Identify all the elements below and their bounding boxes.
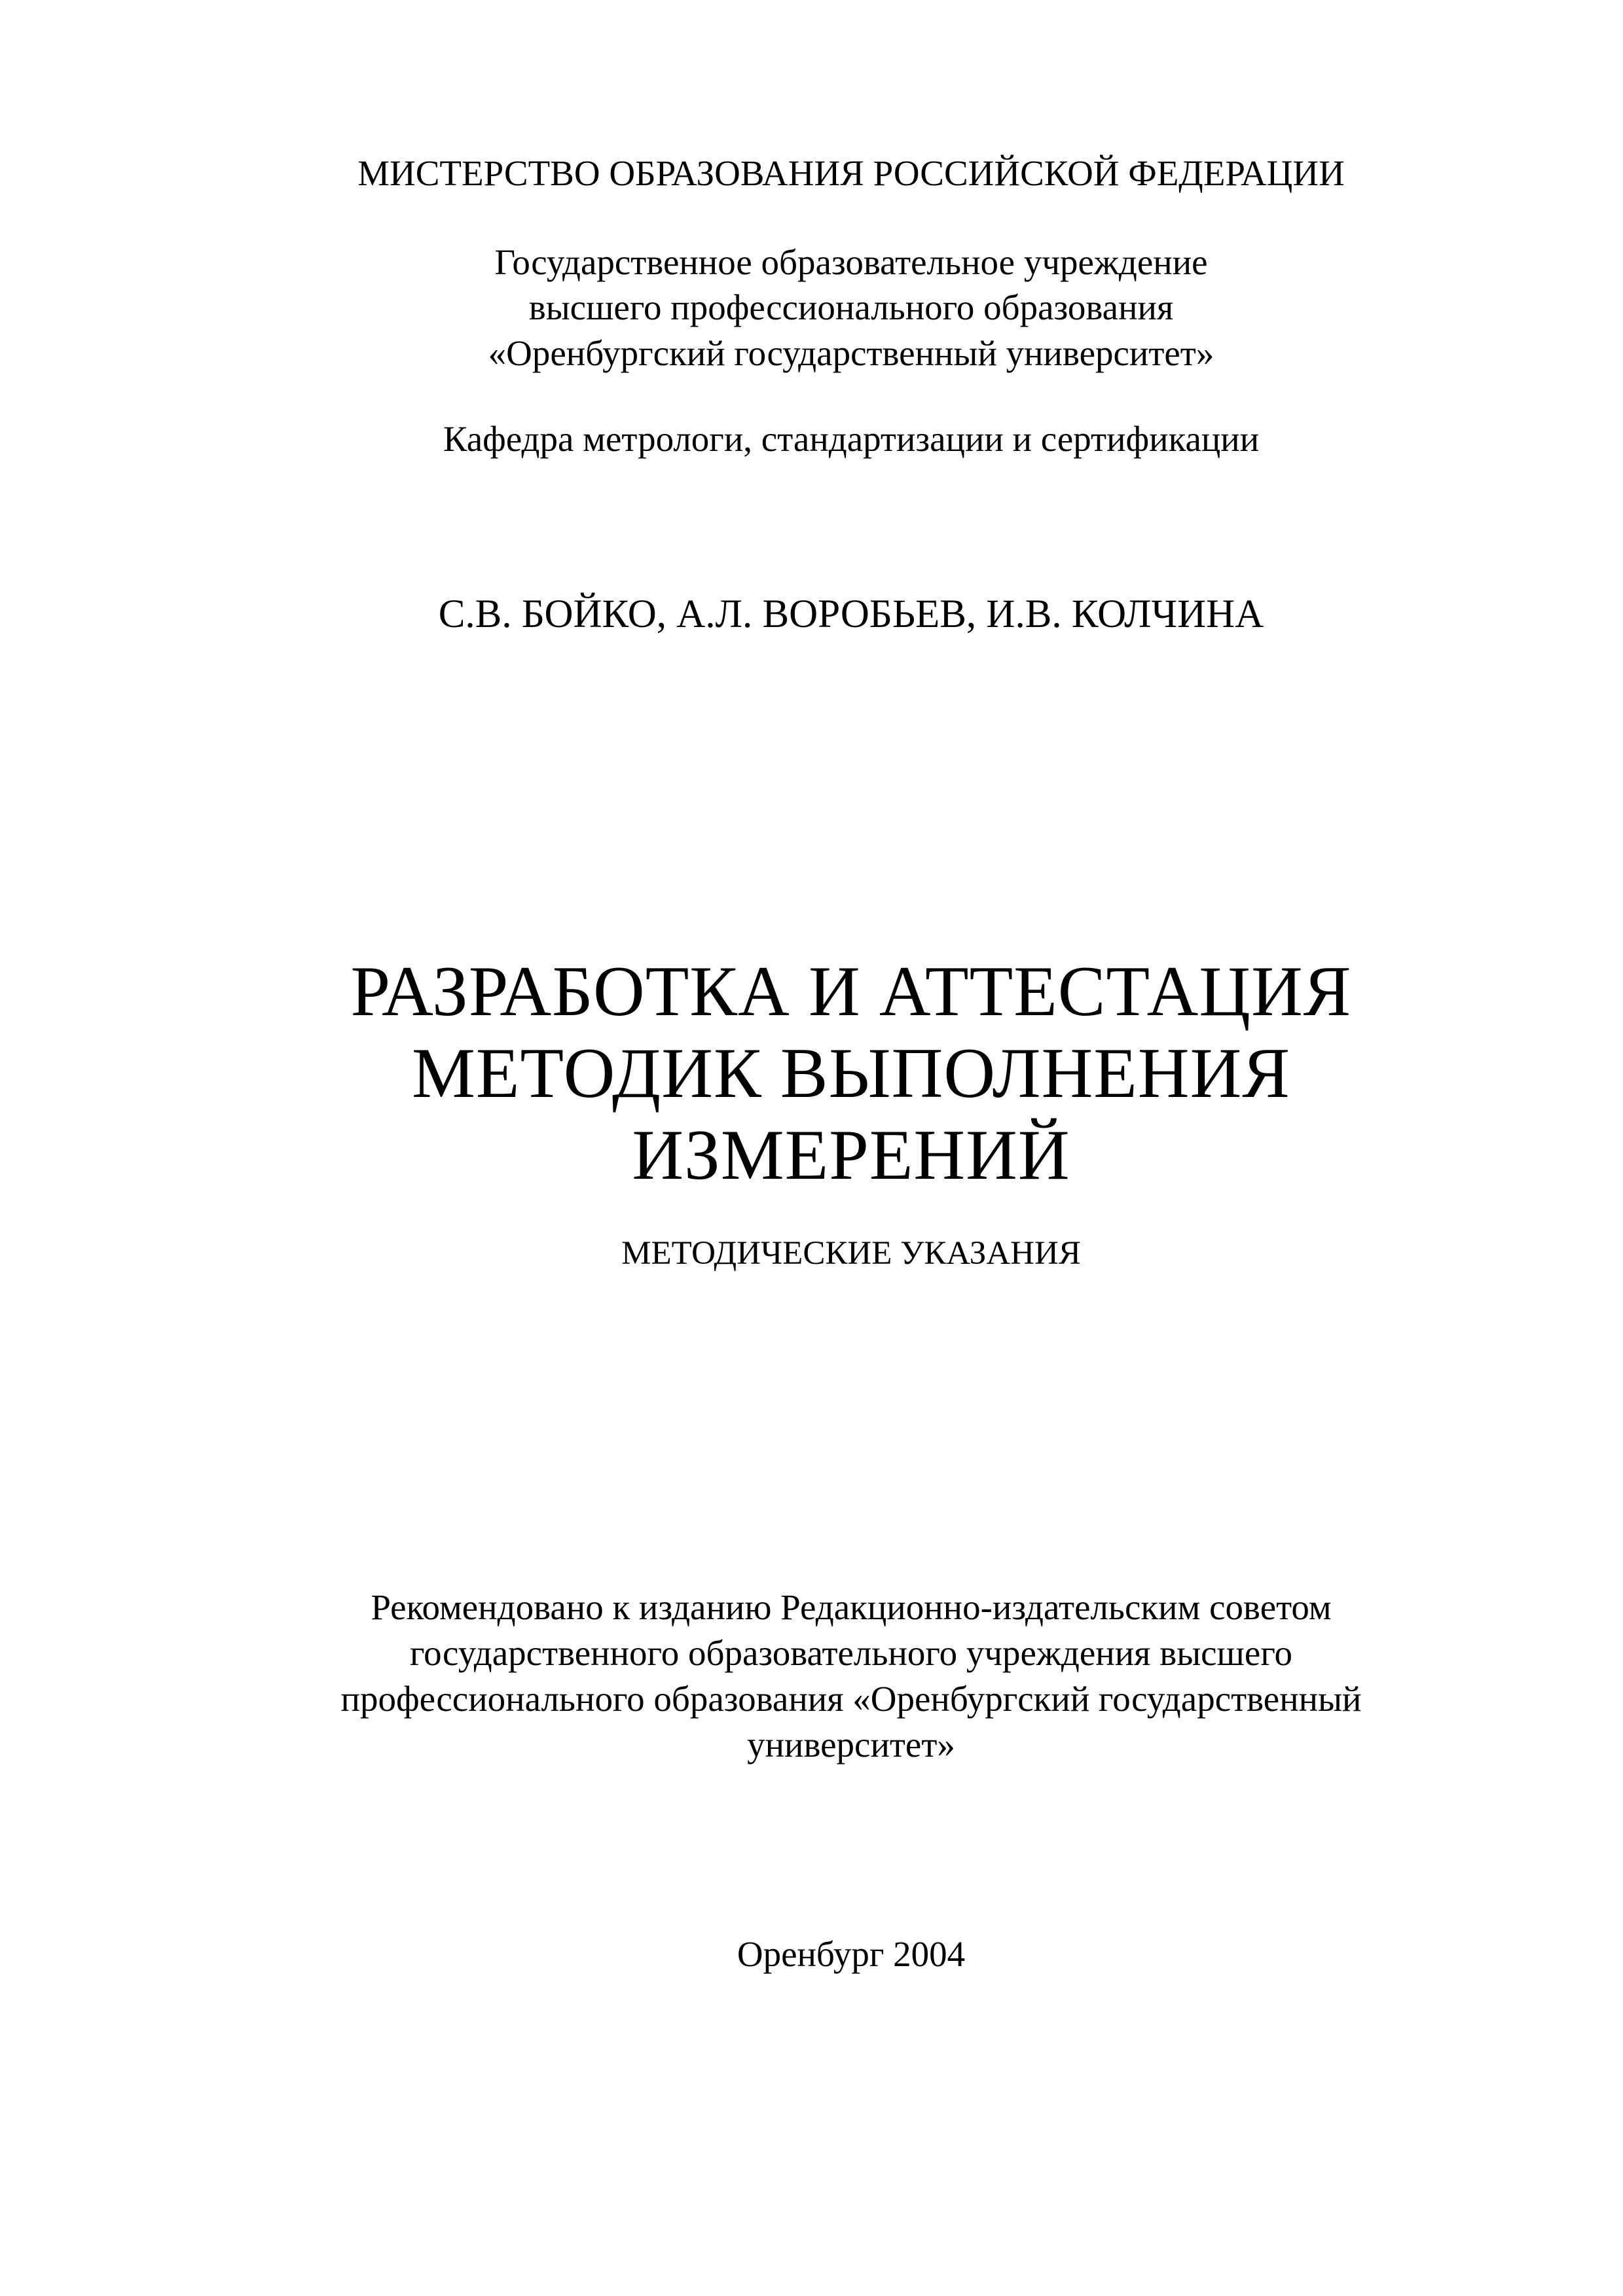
title-line-2: МЕТОДИК ВЫПОЛНЕНИЯ bbox=[411, 1033, 1291, 1113]
department-name: Кафедра метрологи, стандартизации и сертификации bbox=[443, 419, 1260, 459]
recommendation-line-1: Рекомендовано к изданию Редакционно-издательским советом bbox=[371, 1587, 1332, 1627]
institution-line-1: Государственное образовательное учреждение bbox=[494, 242, 1208, 282]
title-line-3: ИЗМЕРЕНИЙ bbox=[632, 1115, 1070, 1194]
authors: С.В. БОЙКО, А.Л. ВОРОБЬЕВ, И.В. КОЛЧИНА bbox=[438, 592, 1264, 636]
ministry-heading: МИСТЕРСТВО ОБРАЗОВАНИЯ РОССИЙСКОЙ ФЕДЕРАЦИИ bbox=[357, 153, 1345, 193]
recommendation-line-4: университет» bbox=[747, 1725, 955, 1765]
institution-line-2: высшего профессионального образования bbox=[528, 287, 1174, 327]
recommendation-line-3: профессионального образования «Оренбургский государственный bbox=[340, 1679, 1362, 1719]
imprint-city-year: Оренбург 2004 bbox=[737, 1934, 966, 1974]
document-subtitle: МЕТОДИЧЕСКИЕ УКАЗАНИЯ bbox=[621, 1235, 1081, 1272]
title-line-1: РАЗРАБОТКА И АТТЕСТАЦИЯ bbox=[350, 952, 1352, 1031]
recommendation-line-2: государственного образовательного учреждения высшего bbox=[409, 1633, 1293, 1673]
institution-line-3: «Оренбургский государственный университет» bbox=[488, 333, 1214, 373]
